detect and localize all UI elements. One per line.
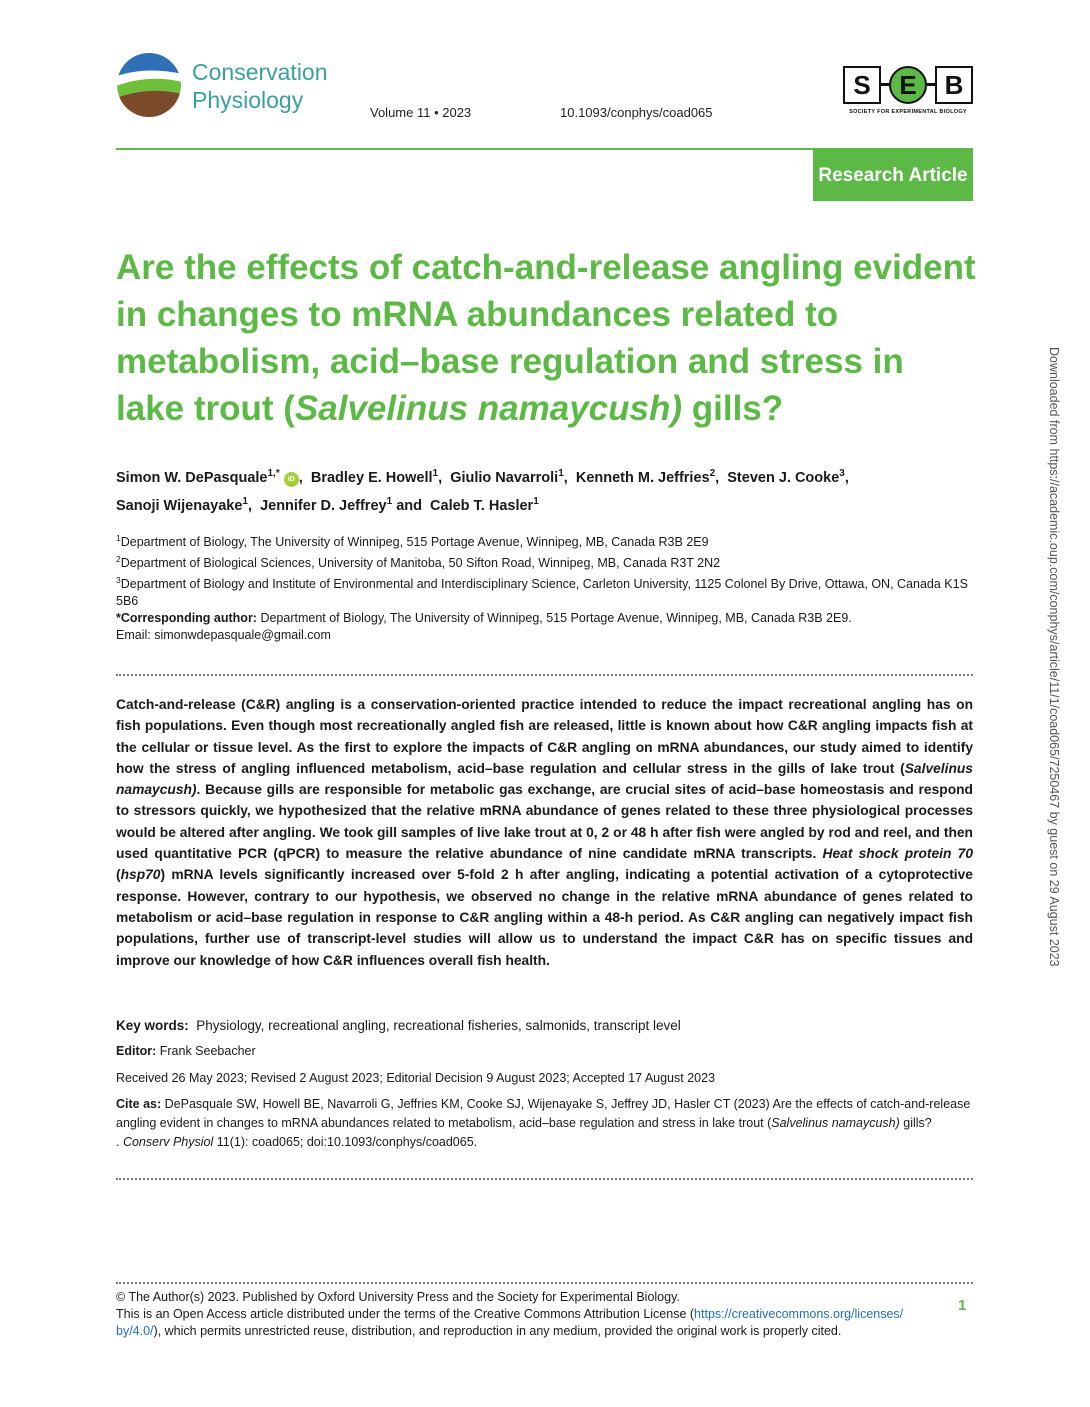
abstract-text-3: (	[116, 867, 121, 883]
cite-label: Cite as:	[116, 1097, 162, 1111]
seb-letter-b: B	[935, 66, 973, 104]
doi-text: 10.1093/conphys/coad065	[560, 105, 713, 120]
download-note: Downloaded from https://academic.oup.com/conphys/article/11/1/coad065/7250467 by guest on 29 August 2023	[1047, 347, 1061, 967]
title-text-1: Are the effects of catch-and-release angling evident in changes to mRNA abundances related to metabolism, acid–base regulation and stress in lake trout (	[116, 248, 976, 428]
page-number: 1	[958, 1297, 967, 1314]
journal-name-line2: Physiology	[192, 87, 304, 113]
license-link[interactable]: https://creativecommons.org/licenses/	[694, 1307, 904, 1321]
title-species: Salvelinus namaycush)	[294, 389, 683, 428]
author-and: and	[396, 497, 422, 514]
corresponding-email[interactable]: Email: simonwdepasquale@gmail.com	[116, 628, 331, 643]
author-sup: 1	[432, 468, 439, 479]
author-name[interactable]: Kenneth M. Jeffries	[575, 469, 710, 486]
volume-info: Volume 11 • 2023	[370, 105, 472, 120]
abstract-gene-abbr: hsp70	[120, 867, 161, 883]
cite-text-2: gills?	[899, 1116, 932, 1130]
keywords-label: Key words:	[116, 1018, 189, 1033]
title-text-2: gills?	[682, 389, 784, 428]
author-name[interactable]: Caleb T. Hasler	[430, 497, 534, 514]
author-sep: ,	[298, 469, 303, 486]
orcid-icon[interactable]: iD	[284, 472, 299, 487]
seb-letter-s: S	[843, 66, 881, 104]
citation	[116, 1095, 973, 1152]
affiliation-text: Department of Biology, The University of Winnipeg, 515 Portage Avenue, Winnipeg, MB, Canada R3B 2E9	[120, 535, 709, 550]
affiliation-text: Department of Biology and Institute of Environmental and Interdisciplinary Science, Carleton University, 1125 Colonel By Drive, Ottawa, ON, Canada K1S 5B6	[116, 577, 968, 609]
author-name[interactable]: Simon W. DePasquale	[116, 469, 268, 486]
cite-journal: Conserv Physiol	[122, 1135, 214, 1149]
author-list	[116, 462, 976, 518]
keywords-text: Physiology, recreational angling, recreational fisheries, salmonids, transcript level	[196, 1018, 681, 1033]
author-sup: 3	[839, 468, 845, 479]
journal-logo-icon	[116, 52, 182, 118]
author-name[interactable]: Sanoji Wijenayake	[116, 497, 243, 514]
copyright: © The Author(s) 2023. Published by Oxford University Press and the Society for Experimental Biology.	[116, 1290, 680, 1304]
editor-name: Frank Seebacher	[156, 1044, 256, 1058]
affiliations	[116, 530, 976, 644]
author-name[interactable]: Giulio Navarroli	[450, 469, 559, 486]
license-text	[116, 1306, 966, 1340]
affiliation-1	[116, 530, 976, 551]
author-sup: 2	[709, 468, 716, 479]
author-sep: ,	[247, 497, 252, 514]
license-suffix: ), which permits unrestricted reuse, distribution, and reproduction in any medium, provided the original work is properly cited.	[153, 1324, 842, 1338]
editor	[116, 1043, 976, 1060]
abstract	[116, 694, 973, 971]
abstract-gene-name: Heat shock protein 70	[822, 846, 973, 862]
journal-name	[192, 58, 328, 114]
cite-text-3: .	[116, 1135, 123, 1149]
affiliation-text: Department of Biological Sciences, University of Manitoba, 50 Sifton Road, Winnipeg, MB, Canada R3T 2N2	[120, 556, 721, 571]
affiliation-num: 3	[116, 575, 121, 586]
corresponding-text: Department of Biology, The University of Winnipeg, 515 Portage Avenue, Winnipeg, MB, Canada R3B 2E9.	[256, 611, 852, 626]
corresponding-label: *Corresponding author:	[116, 611, 257, 626]
editor-label: Editor:	[116, 1044, 157, 1058]
license-link-cont[interactable]: by/4.0/	[116, 1324, 154, 1338]
affiliation-num: 2	[116, 554, 121, 565]
cite-text-1: DePasquale SW, Howell BE, Navarroli G, Jeffries KM, Cooke SJ, Wijenayake S, Jeffrey JD, Hasler CT (2023) Are the effects of catch-and-release angling evident in changes to mRNA abundances related to metabolism, acid–base regulation and stress in lake trout (	[116, 1097, 971, 1130]
seb-logo	[843, 66, 973, 118]
author-sup: 1	[242, 495, 248, 507]
cite-text-4: 11(1): coad065; doi:10.1093/conphys/coad065.	[213, 1135, 478, 1149]
divider-2	[116, 1178, 973, 1180]
license-footer	[116, 1289, 966, 1340]
author-sup: 1	[533, 495, 539, 507]
author-sep: ,	[715, 469, 720, 486]
author-sup: 1	[558, 468, 564, 479]
author-name[interactable]: Jennifer D. Jeffrey	[260, 497, 387, 514]
author-sep: ,	[563, 469, 568, 486]
keywords	[116, 1017, 976, 1034]
affiliation-num: 1	[116, 533, 121, 543]
abstract-text-2: . Because gills are responsible for metabolic gas exchange, are crucial sites of acid–base homeostasis and respond to stressors quickly, we hypothesized that the relative mRNA abundance of genes related to these three physiological processes would be altered after angling. We took gill samples of live lake trout at 0, 2 or 48 h after fish were angled by rod and reel, and then used quantitative PCR (qPCR) to measure the relative abundance of nine candidate mRNA transcripts.	[116, 782, 973, 862]
divider-3	[116, 1282, 973, 1284]
author-sep: ,	[844, 469, 849, 486]
abstract-species: Salvelinus namaycush)	[116, 760, 973, 798]
author-sup: 1	[386, 495, 393, 507]
author-name[interactable]: Bradley E. Howell	[310, 469, 433, 486]
author-sep: ,	[438, 469, 443, 486]
article-title	[116, 244, 976, 432]
abstract-text-4: ) mRNA levels significantly increased over 5-fold 2 h after angling, indicating a potential activation of a cytoprotective response. However, contrary to our hypothesis, we observed no change in the relative mRNA abundance of genes related to metabolism or acid–base regulation in response to C&R angling within a 48-h period. As C&R angling can negatively impact fish populations, further use of transcript-level studies will allow us to understand the impact C&R has on specific tissues and improve our knowledge of how C&R influences overall fish health.	[116, 867, 973, 968]
abstract-text-1: Catch-and-release (C&R) angling is a conservation-oriented practice intended to reduce the impact recreational angling has on fish populations. Even though most recreationally angled fish are released, little is known about how C&R angling impacts fish at the cellular or tissue level. As the first to explore the impacts of C&R angling on mRNA abundances, our study aimed to identify how the stress of angling influenced metabolism, acid–base regulation and cellular stress in the gills of lake trout (	[116, 697, 973, 776]
dates: Received 26 May 2023; Revised 2 August 2023; Editorial Decision 9 August 2023; Accepted 17 August 2023	[116, 1071, 716, 1085]
article-type-badge: Research Article	[813, 150, 973, 201]
seb-letter-e: E	[889, 66, 927, 104]
divider-1	[116, 674, 973, 676]
corresponding-author	[116, 610, 976, 627]
license-prefix: This is an Open Access article distributed under the terms of the Creative Commons Attribution License (	[116, 1307, 695, 1321]
affiliation-3	[116, 572, 976, 610]
seb-subtitle: SOCIETY FOR EXPERIMENTAL BIOLOGY	[849, 109, 967, 115]
affiliation-2	[116, 551, 976, 572]
journal-name-line1: Conservation	[192, 59, 328, 85]
cite-species: Salvelinus namaycush)	[771, 1116, 900, 1130]
author-sup: 1,*	[267, 468, 280, 479]
author-name[interactable]: Steven J. Cooke	[727, 469, 840, 486]
